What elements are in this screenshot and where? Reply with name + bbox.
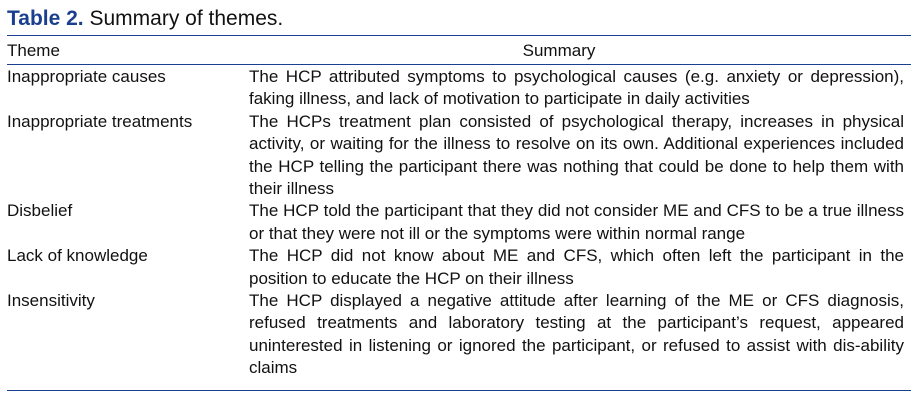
row-theme: Lack of knowledge — [7, 246, 148, 266]
header-theme: Theme — [7, 41, 60, 60]
table-caption — [7, 6, 283, 32]
table-row — [7, 111, 911, 201]
table-header — [7, 37, 911, 64]
table-title: Summary of themes. — [89, 7, 284, 30]
row-summary: The HCPs treatment plan consisted of psychological therapy, increases in physical activity, or waiting for the illness to resolve on its own. Additional experiences included the HCP telling the participant there was nothing that could be done to help them with their illness — [249, 111, 904, 199]
row-theme: Inappropriate causes — [7, 67, 166, 86]
row-summary: The HCP displayed a negative attitude after learning of the ME or CFS diagnosis, refused treatments and laboratory testing at the participant’s request, appeared uninterested in listening or ignored the participant, or refused to assist with dis-ability claims — [249, 291, 904, 378]
row-theme: Inappropriate treatments — [7, 111, 193, 131]
table-row — [7, 245, 911, 290]
bottom-rule — [7, 390, 911, 391]
row-theme: Disbelief — [7, 201, 73, 221]
table-row — [7, 290, 911, 380]
top-rule — [7, 35, 911, 36]
header-summary: Summary — [522, 41, 596, 60]
table-label: Table 2. — [7, 7, 84, 30]
table-row — [7, 66, 911, 111]
row-summary: The HCP did not know about ME and CFS, which often left the participant in the position to educate the HCP on their illness — [249, 246, 904, 288]
row-summary: The HCP attributed symptoms to psychological causes (e.g. anxiety or depression), faking illness, and lack of motivation to participate in daily activities — [249, 67, 904, 109]
table-body — [7, 66, 911, 380]
row-theme: Insensitivity — [7, 291, 95, 311]
header-rule — [7, 64, 911, 65]
row-summary: The HCP told the participant that they did not consider ME and CFS to be a true illness or that they were not ill or the symptoms were within normal range — [249, 201, 904, 243]
table-row — [7, 200, 911, 245]
